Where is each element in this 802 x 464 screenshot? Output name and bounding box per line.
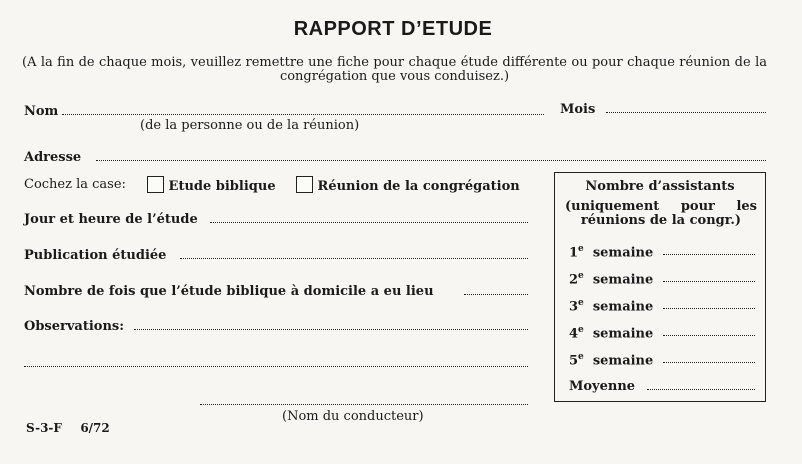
- nombre-fois-field[interactable]: [464, 294, 528, 295]
- mois-field[interactable]: [606, 112, 766, 113]
- assistants-title: Nombre d’assistants: [585, 179, 735, 194]
- cochez-label: Cochez la case:: [24, 177, 126, 192]
- week-2-label: 2e semaine: [569, 271, 654, 288]
- form-date-code: 6/72: [80, 421, 110, 435]
- etude-biblique-checkbox[interactable]: [147, 176, 164, 193]
- etude-biblique-label: Etude biblique: [168, 179, 276, 194]
- reunion-congregation-label: Réunion de la congrégation: [317, 179, 520, 194]
- nom-field[interactable]: [62, 114, 544, 115]
- publication-label: Publication étudiée: [24, 248, 167, 263]
- publication-field[interactable]: [180, 258, 528, 259]
- form-code: S-3-F: [26, 421, 62, 435]
- observations-line-2[interactable]: [24, 366, 528, 367]
- jour-heure-field[interactable]: [210, 222, 528, 223]
- instructions-text: (A la fin de chaque mois, veuillez remettre une fiche pour chaque étude différente ou pour chaque réunion de la congrégation que vous conduisez.): [22, 55, 767, 84]
- mois-label: Mois: [560, 102, 596, 117]
- assistants-panel: [554, 172, 766, 402]
- week-1-field[interactable]: [663, 254, 755, 255]
- conducteur-field[interactable]: [200, 404, 528, 405]
- moyenne-field[interactable]: [647, 389, 755, 390]
- nombre-fois-label: Nombre de fois que l’étude biblique à domicile a eu lieu: [24, 284, 434, 299]
- reunion-congregation-checkbox[interactable]: [296, 176, 313, 193]
- week-5-field[interactable]: [663, 362, 755, 363]
- week-3-label: 3e semaine: [569, 298, 654, 315]
- jour-heure-label: Jour et heure de l’étude: [24, 212, 198, 227]
- conducteur-hint: (Nom du conducteur): [282, 409, 424, 424]
- week-1-label: 1e semaine: [569, 244, 654, 261]
- assistants-subtitle: (uniquement pour les réunions de la congr.): [565, 199, 757, 228]
- nom-hint: (de la personne ou de la réunion): [140, 118, 360, 133]
- week-4-field[interactable]: [663, 335, 755, 336]
- adresse-field[interactable]: [96, 160, 766, 161]
- week-2-field[interactable]: [663, 281, 755, 282]
- form-title: RAPPORT D’ETUDE: [293, 18, 493, 40]
- observations-line-1[interactable]: [134, 329, 528, 330]
- week-4-label: 4e semaine: [569, 325, 654, 342]
- adresse-label: Adresse: [24, 150, 82, 165]
- week-5-label: 5e semaine: [569, 352, 654, 369]
- moyenne-label: Moyenne: [569, 379, 636, 394]
- nom-label: Nom: [24, 104, 59, 119]
- week-3-field[interactable]: [663, 308, 755, 309]
- observations-label: Observations:: [24, 319, 125, 334]
